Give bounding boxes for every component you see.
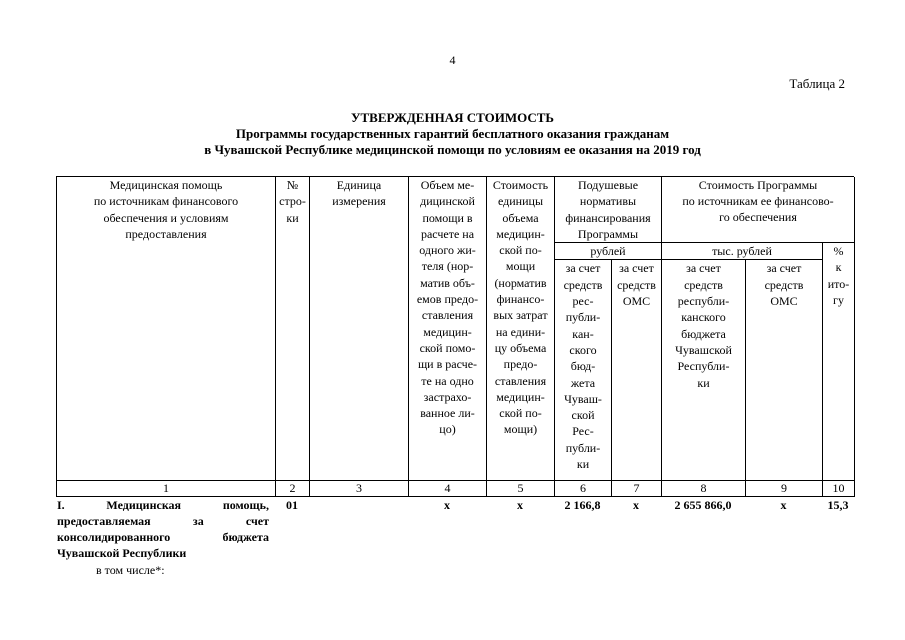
cost-table <box>56 176 855 497</box>
header-rubles: рублей <box>555 243 662 260</box>
column-number: 5 <box>487 481 555 497</box>
title-line-3: в Чувашской Республике медицинской помощи по условиям ее оказания на 2019 год <box>204 142 701 157</box>
row-per-capita-oms: х <box>633 498 639 512</box>
header-unit-cost: Стоимость единицы объема медицин- ской по- мощи (норматив финансо- вых затрат на едини- цу объема предо- ставления медицин- ской по- мощи) <box>487 177 555 481</box>
row-volume: х <box>444 498 450 512</box>
column-number: 7 <box>612 481 662 497</box>
row-percent: 15,3 <box>827 498 849 512</box>
document-title <box>0 110 905 158</box>
header-total-budget: за счет средств республи- канского бюджета Чувашской Республи- ки <box>662 260 746 481</box>
table-top-rule <box>56 176 854 177</box>
header-per-capita-oms: за счет средств ОМС <box>612 260 662 481</box>
column-number: 2 <box>276 481 310 497</box>
row-per-capita-budget: 2 166,8 <box>564 498 601 512</box>
column-number: 1 <box>57 481 276 497</box>
table-label: Таблица 2 <box>789 76 845 91</box>
header-per-capita-group: Подушевые нормативы финансирования Программы <box>555 177 662 243</box>
row-total-oms: х <box>780 498 787 512</box>
column-number: 6 <box>555 481 612 497</box>
column-number: 4 <box>409 481 487 497</box>
header-medical-care: Медицинская помощь по источникам финансового обеспечения и условиям предоставления <box>57 177 276 481</box>
table-row <box>56 497 854 561</box>
column-number: 8 <box>662 481 746 497</box>
row-line-number: 01 <box>286 498 298 512</box>
header-thousand-rubles: тыс. рублей <box>662 243 823 260</box>
row-unit-cost: х <box>517 498 523 512</box>
column-number: 9 <box>746 481 823 497</box>
row-subheading: в том числе*: <box>96 563 165 577</box>
header-program-cost-group: Стоимость Программы по источникам ее финансово- го обеспечения <box>662 177 855 243</box>
title-line-1: УТВЕРЖДЕННАЯ СТОИМОСТЬ <box>350 110 555 125</box>
header-total-oms: за счет средств ОМС <box>746 260 823 481</box>
column-number: 3 <box>310 481 409 497</box>
header-unit: Единица измерения <box>310 177 409 481</box>
header-line-number: № стро- ки <box>276 177 310 481</box>
header-percent: % к ито- гу <box>823 243 855 481</box>
title-line-2: Программы государственных гарантий бесплатного оказания гражданам <box>235 126 670 141</box>
page-number: 4 <box>449 53 456 67</box>
header-volume: Объем ме- дицинской помощи в расчете на одного жи- теля (нор- матив объ- емов предо- ставления медицин- ской помо- щи в расче- те на одно застрахо- ванное ли- цо) <box>409 177 487 481</box>
row-total-budget: 2 655 866,0 <box>674 498 732 512</box>
column-number: 10 <box>823 481 855 497</box>
header-per-capita-budget: за счет средств рес- публи- кан- ского бюд- жета Чуваш- ской Рес- публи- ки <box>555 260 612 481</box>
row-description: I. Медицинская помощь, предоставляемая за счет консолидированного бюджета Чувашской Республики <box>57 498 269 560</box>
row-unit <box>309 497 408 561</box>
